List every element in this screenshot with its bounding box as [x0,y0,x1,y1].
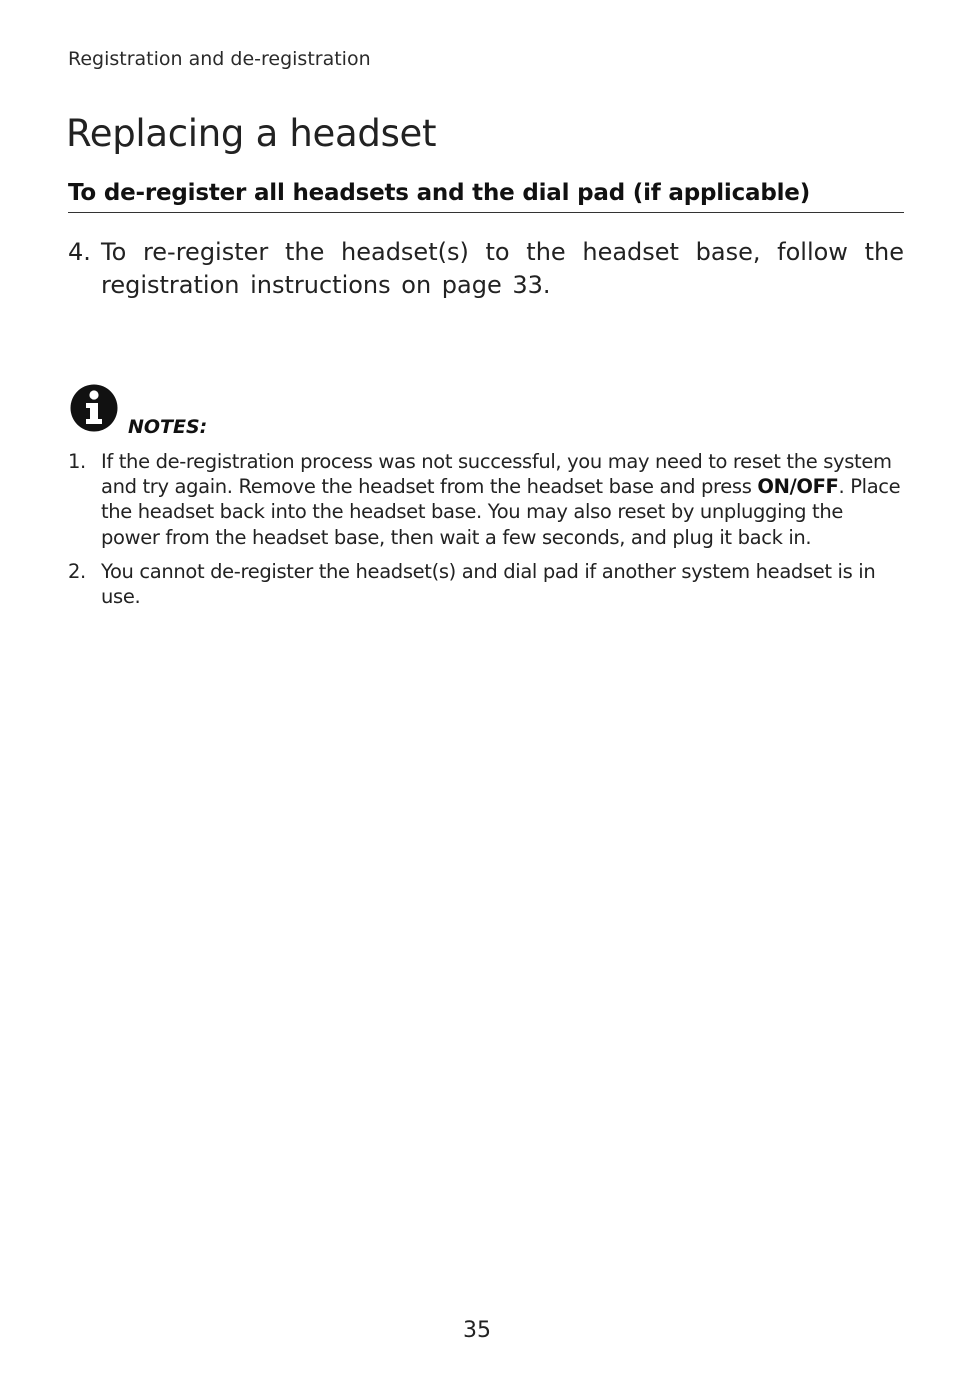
note-text-before: If the de-registration process was not successful, you may need to reset the system and try again. Remove the headset from the headset base and press [101,450,892,499]
step-item [68,236,904,302]
info-icon [70,384,118,432]
section-label: Registration and de-registration [68,48,371,70]
step-text: To re-register the headset(s) to the headset base, follow the registration instructions on page 33. [101,238,904,299]
note-item [68,449,904,550]
note-text: You cannot de-register the headset(s) and dial pad if another system headset is in use. [101,559,876,609]
note-text-after: . Place the headset back into the headset base. You may also reset by unplugging the power from the headset base, then wait a few seconds, and plug it back in. [101,475,901,549]
subheading: To de-register all headsets and the dial pad (if applicable) [68,180,904,213]
on-off-key-label: ON/OFF [757,475,839,499]
note-text [101,449,904,550]
note-item [68,559,904,609]
notes-label: NOTES: [128,416,208,438]
note-number: 1. [68,450,86,473]
notes-list [68,449,904,618]
page-number: 35 [463,1318,491,1343]
step-number: 4. [68,238,91,266]
page-title: Replacing a headset [66,112,437,155]
note-number: 2. [68,559,86,583]
